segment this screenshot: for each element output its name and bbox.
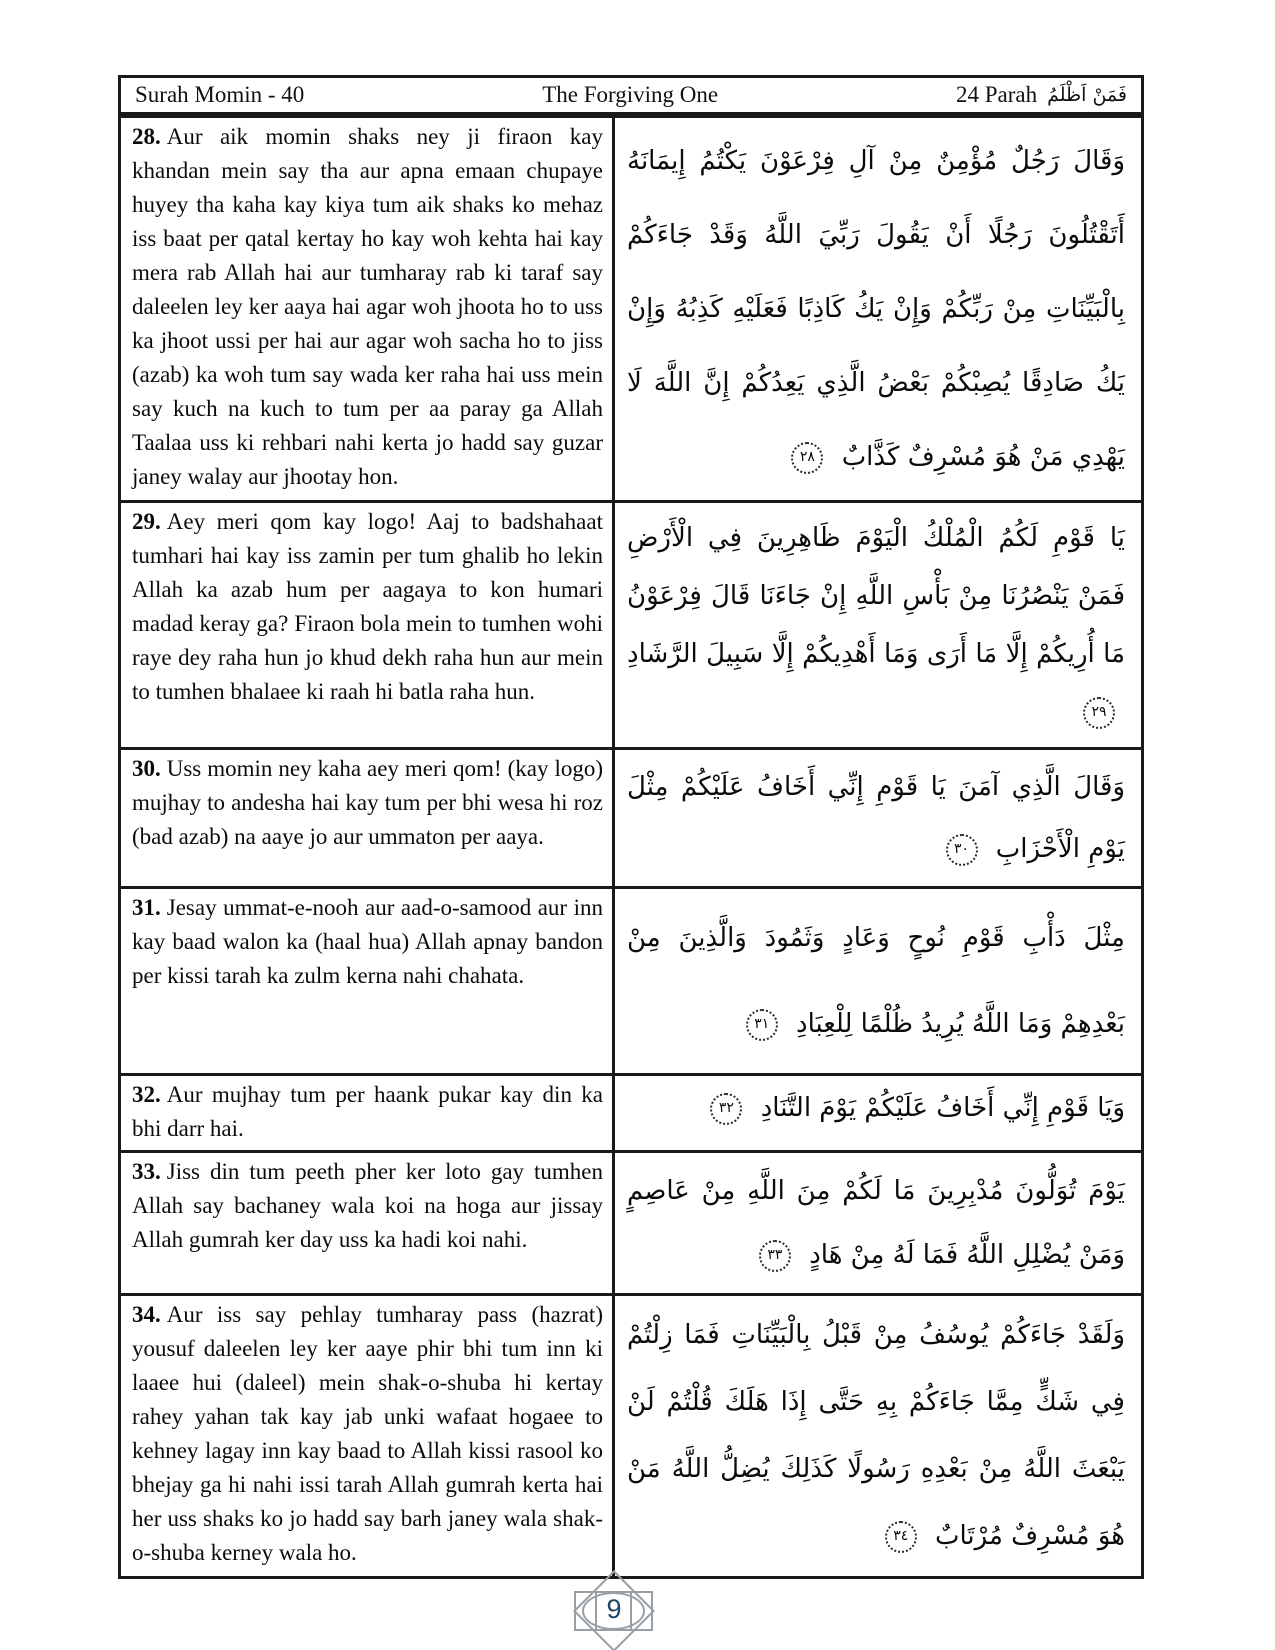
verse-translation: Aur aik momin shaks ney ji firaon kay khandan mein say tha aur apna emaan chupaye huyey tha kaha kay kiya tum aik shaks ko mehaz iss baat per qatal kertay ho kay woh kehta hai kay mera rab Allah hai aur tumharay rab ki taraf say daleelen ley ker aaya hai agar woh jhoota ho to uss ka jhoot ussi per hai aur agar woh sacha ho to jiss (azab) ka woh tum say wada ker raha hai uss mein say kuch na kuch to tum per aa paray ga Allah Taalaa uss ki rehbari nahi kerta jo hadd say guzar janey walay aur jhootay hon. bbox=[132, 124, 603, 489]
translation-cell bbox=[121, 889, 615, 1073]
arabic-cell bbox=[615, 118, 1141, 500]
translation-cell bbox=[121, 1153, 615, 1293]
ayah-end-mark bbox=[885, 1521, 917, 1553]
translation-cell bbox=[121, 750, 615, 886]
verse-number: 32. bbox=[132, 1082, 161, 1107]
ayah-end-mark bbox=[746, 1009, 778, 1041]
arabic-cell bbox=[615, 1076, 1141, 1150]
page-header bbox=[121, 78, 1141, 115]
verse-number: 28. bbox=[132, 124, 161, 149]
verse-translation: Aur iss say pehlay tumharay pass (hazrat) yousuf daleelen ley ker aaye phir bhi tum inn ki laaee hui (daleel) mein shak-o-shuba hi kertay rahey yahan tak kay jab unki wafaat hogaee to kehney lagay inn kay baad to Allah kissi rasool ko bhejay ga hi nahi issi tarah Allah gumrah kerta hai her uss shaks ko jo hadd say barh janey wala shak-o-shuba kerney wala ho. bbox=[132, 1302, 603, 1565]
arabic-cell bbox=[615, 889, 1141, 1073]
verse-translation: Aey meri qom kay logo! Aaj to badshahaat tumhari hai kay iss zamin per tum ghalib ho lekin Allah ka azab hum per aagaya to kon humari madad keray ga? Firaon bola mein to tumhen wohi raye dey raha hun jo khud dekh raha hun aur mein to tumhen bhalaee ki raah hi batla raha hun. bbox=[132, 509, 603, 704]
verse-number: 29. bbox=[132, 509, 161, 534]
verse-arabic: وَيَا قَوْمِ إِنِّي أَخَافُ عَلَيْكُمْ يَوْمَ التَّنَادِ bbox=[760, 1093, 1125, 1123]
ayah-number: ٣٤ bbox=[893, 1527, 909, 1544]
verse-row-28 bbox=[121, 115, 1141, 500]
ayah-end-mark bbox=[759, 1240, 791, 1272]
verse-arabic: وَقَالَ رَجُلٌ مُؤْمِنٌ مِنْ آلِ فِرْعَوْنَ يَكْتُمُ إِيمَانَهُ أَتَقْتُلُونَ رَجُلًا أَنْ يَقُولَ رَبِّيَ اللَّهُ وَقَدْ جَاءَكُمْ بِالْبَيِّنَاتِ مِنْ رَبِّكُمْ وَإِنْ يَكُ كَاذِبًا فَعَلَيْهِ كَذِبُهُ وَإِنْ يَكُ صَادِقًا يُصِبْكُمْ بَعْضُ الَّذِي يَعِدُكُمْ إِنَّ اللَّهَ لَا يَهْدِي مَنْ هُوَ مُسْرِفٌ كَذَّابٌ bbox=[627, 146, 1125, 472]
verse-arabic: وَقَالَ الَّذِي آمَنَ يَا قَوْمِ إِنِّي أَخَافُ عَلَيْكُمْ مِثْلَ يَوْمِ الْأَحْزَابِ bbox=[627, 772, 1125, 864]
parah-label bbox=[956, 82, 1127, 108]
ayah-number: ٢٨ bbox=[799, 448, 815, 465]
surah-meaning: The Forgiving One bbox=[542, 82, 719, 107]
ayah-end-mark bbox=[710, 1093, 742, 1125]
arabic-cell bbox=[615, 1296, 1141, 1576]
parah-number: 24 Parah bbox=[955, 82, 1038, 107]
arabic-cell bbox=[615, 750, 1141, 886]
ayah-number: ٣١ bbox=[754, 1015, 770, 1032]
ayah-end-mark bbox=[1083, 697, 1115, 729]
ayah-number: ٣٣ bbox=[767, 1246, 783, 1263]
parah-name-arabic: فَمَنْ اَظْلَمُ bbox=[1047, 84, 1127, 106]
verse-number: 30. bbox=[132, 756, 161, 781]
ayah-end-mark bbox=[791, 442, 823, 474]
page-number-ornament bbox=[568, 1572, 660, 1650]
verse-arabic: مِثْلَ دَأْبِ قَوْمِ نُوحٍ وَعَادٍ وَثَمُودَ وَالَّذِينَ مِنْ بَعْدِهِمْ وَمَا اللَّهُ يُرِيدُ ظُلْمًا لِلْعِبَادِ bbox=[627, 923, 1125, 1039]
translation-cell bbox=[121, 503, 615, 747]
verse-arabic: وَلَقَدْ جَاءَكُمْ يُوسُفُ مِنْ قَبْلُ بِالْبَيِّنَاتِ فَمَا زِلْتُمْ فِي شَكٍّ مِمَّا جَاءَكُمْ بِهِ حَتَّى إِذَا هَلَكَ قُلْتُمْ لَنْ يَبْعَثَ اللَّهُ مِنْ بَعْدِهِ رَسُولًا كَذَلِكَ يُضِلُّ اللَّهُ مَنْ هُوَ مُسْرِفٌ مُرْتَابٌ bbox=[627, 1320, 1125, 1551]
arabic-cell bbox=[615, 503, 1141, 747]
verse-translation: Jesay ummat-e-nooh aur aad-o-samood aur inn kay baad walon ka (haal hua) Allah apnay bandon per kissi tarah ka zulm kerna nahi chahata. bbox=[132, 895, 603, 988]
ayah-number: ٣٠ bbox=[954, 840, 970, 857]
arabic-cell bbox=[615, 1153, 1141, 1293]
translation-cell bbox=[121, 118, 615, 500]
verse-number: 33. bbox=[132, 1159, 161, 1184]
ayah-number: ٣٢ bbox=[718, 1099, 734, 1116]
verse-row-30 bbox=[121, 747, 1141, 886]
verse-row-29 bbox=[121, 500, 1141, 747]
ayah-number: ٢٩ bbox=[1091, 703, 1107, 720]
verse-row-31 bbox=[121, 886, 1141, 1073]
surah-title: Surah Momin - 40 bbox=[135, 82, 305, 107]
verse-translation: Aur mujhay tum per haank pukar kay din ka bhi darr hai. bbox=[132, 1082, 603, 1141]
verse-arabic: يَا قَوْمِ لَكُمُ الْمُلْكُ الْيَوْمَ ظَاهِرِينَ فِي الْأَرْضِ فَمَنْ يَنْصُرُنَا مِنْ بَأْسِ اللَّهِ إِنْ جَاءَنَا قَالَ فِرْعَوْنُ مَا أُرِيكُمْ إِلَّا مَا أَرَى وَمَا أَهْدِيكُمْ إِلَّا سَبِيلَ الرَّشَادِ bbox=[627, 523, 1125, 669]
verse-arabic: يَوْمَ تُوَلُّونَ مُدْبِرِينَ مَا لَكُمْ مِنَ اللَّهِ مِنْ عَاصِمٍ وَمَنْ يُضْلِلِ اللَّهُ فَمَا لَهُ مِنْ هَادٍ bbox=[627, 1176, 1125, 1270]
page-number: 9 bbox=[606, 1594, 622, 1624]
verse-row-33 bbox=[121, 1150, 1141, 1293]
verse-translation: Uss momin ney kaha aey meri qom! (kay logo) mujhay to andesha hai kay tum per bhi wesa hi roz (bad azab) na aaye jo aur ummaton per aaya. bbox=[132, 756, 603, 849]
verse-number: 31. bbox=[132, 895, 161, 920]
ayah-end-mark bbox=[946, 834, 978, 866]
content-table bbox=[118, 75, 1144, 1579]
translation-cell bbox=[121, 1296, 615, 1576]
verse-row-32 bbox=[121, 1073, 1141, 1150]
translation-cell bbox=[121, 1076, 615, 1150]
verse-row-34 bbox=[121, 1293, 1141, 1576]
verse-number: 34. bbox=[132, 1302, 161, 1327]
verse-translation: Jiss din tum peeth pher ker loto gay tumhen Allah say bachaney wala koi na hoga aur jissay Allah gumrah ker day uss ka hadi koi nahi. bbox=[132, 1159, 603, 1252]
